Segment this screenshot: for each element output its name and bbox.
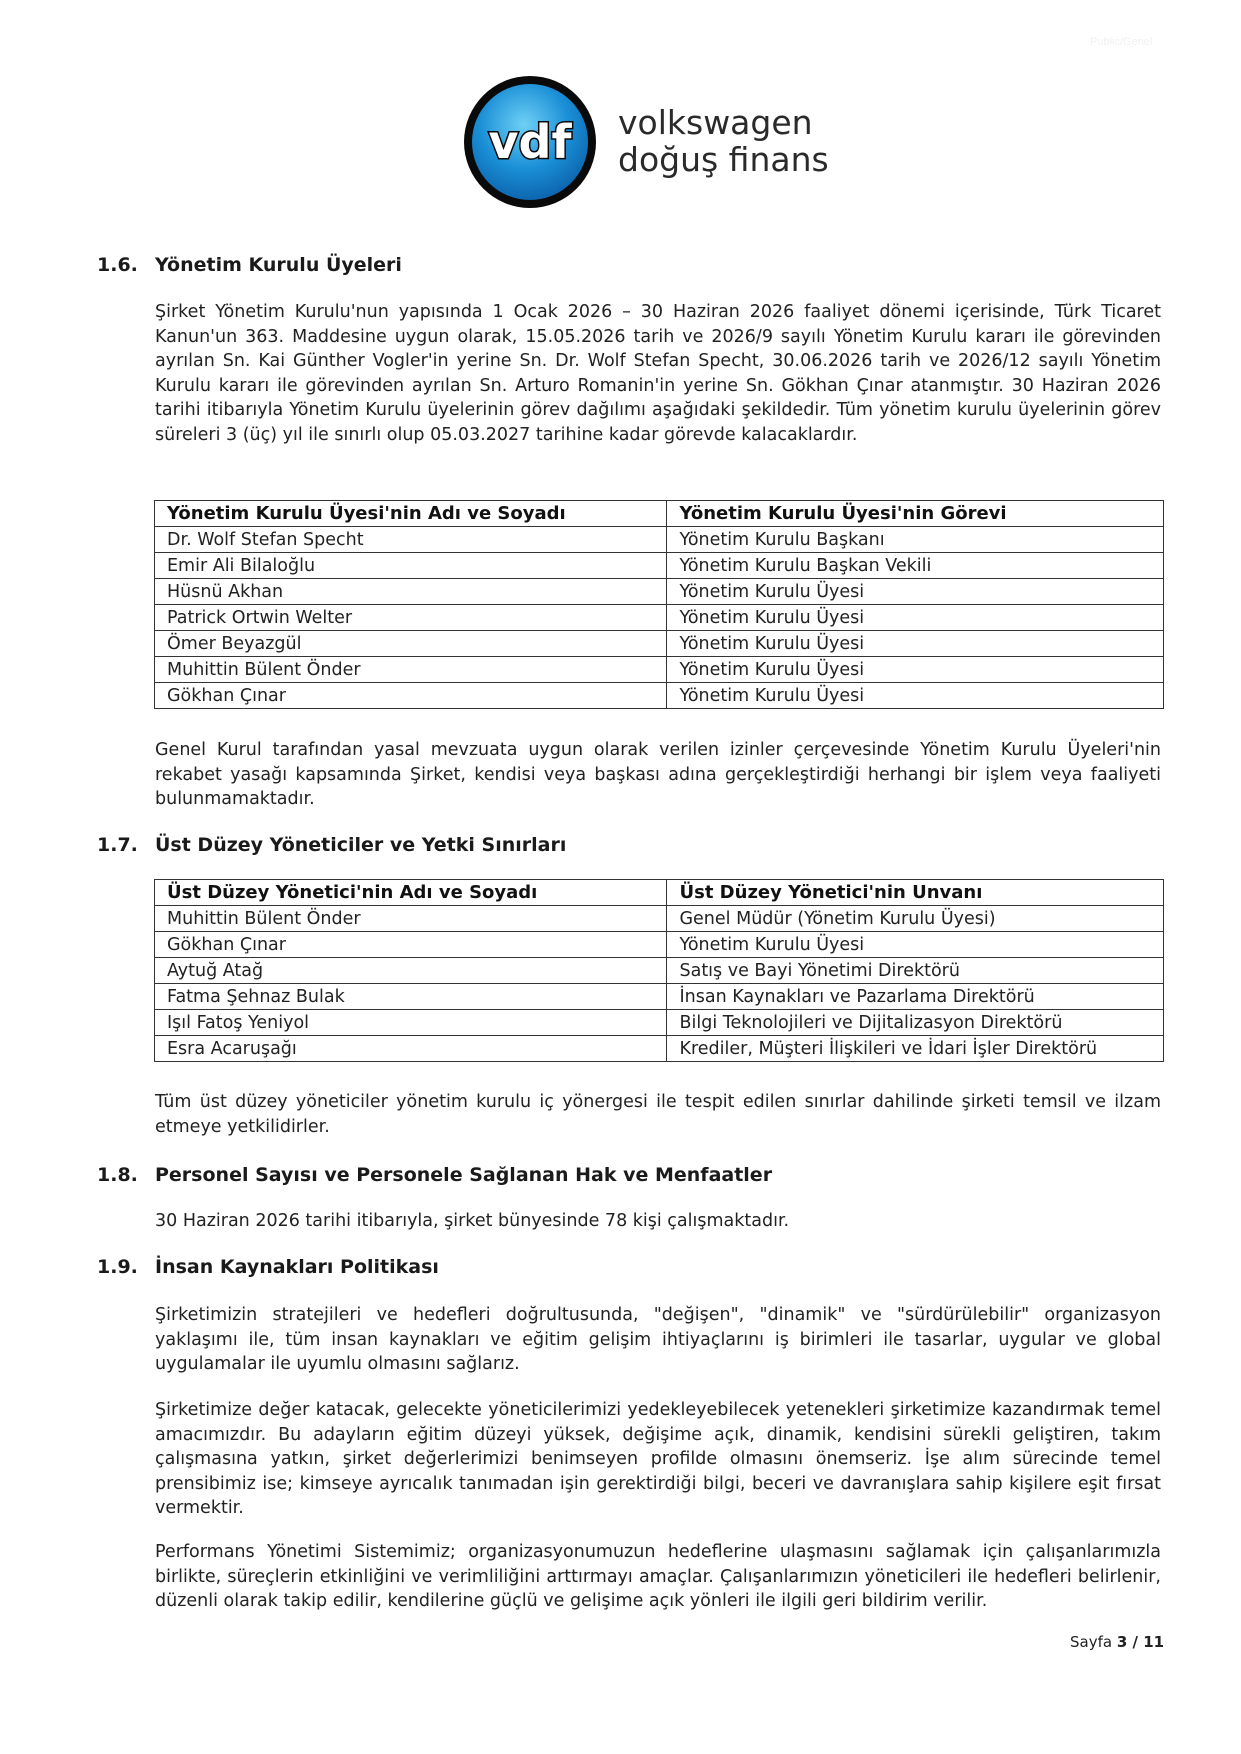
role-cell: Yönetim Kurulu Üyesi (667, 605, 1164, 631)
board-member-row (155, 657, 1164, 683)
role-cell: Yönetim Kurulu Üyesi (667, 631, 1164, 657)
name-cell: Muhittin Bülent Önder (155, 657, 667, 683)
role-cell: Krediler, Müşteri İlişkileri ve İdari İşler Direktörü (667, 1036, 1164, 1062)
board-member-row (155, 527, 1164, 553)
executive-row (155, 1036, 1164, 1062)
page-label: Sayfa (1070, 1633, 1113, 1651)
svg-text:vdf: vdf (488, 115, 572, 169)
personnel-count-paragraph: 30 Haziran 2026 tarihi itibarıyla, şirket bünyesinde 78 kişi çalışmaktadır. (155, 1211, 790, 1231)
board-member-row (155, 683, 1164, 709)
section-heading-1-6 (97, 254, 402, 276)
board-member-row (155, 631, 1164, 657)
company-logo (462, 74, 842, 214)
role-cell: Yönetim Kurulu Üyesi (667, 579, 1164, 605)
name-cell: Gökhan Çınar (155, 932, 667, 958)
board-competition-paragraph: Genel Kurul tarafından yasal mevzuata uygun olarak verilen izinler çerçevesinde Yönetim Kurulu Üyeleri'nin rekabet yasağı kapsamında Şirket, kendisi veya başkası adına gerçekleştirdiği herhangi bir işlem veya faaliyeti bulunmamaktadır. (155, 740, 1161, 809)
role-cell: Yönetim Kurulu Üyesi (667, 932, 1164, 958)
hr-policy-paragraph-3: Performans Yönetimi Sistemimiz; organizasyonumuzun hedeflerine ulaşmasını sağlamak için çalışanlarımızla birlikte, süreçlerin etkinliğini ve verimliliğini arttırmayı amaçlar. Çalışanlarımızın yöneticileri ile hedefleri belirlenir, düzenli olarak takip edilir, kendilerine güçlü ve gelişime açık yönleri ile ilgili geri bildirim verilir. (155, 1542, 1161, 1611)
page-number (1070, 1633, 1164, 1651)
table-header-row (155, 880, 1164, 906)
board-intro-paragraph: Şirket Yönetim Kurulu'nun yapısında 1 Ocak 2026 – 30 Haziran 2026 faaliyet dönemi içerisinde, Türk Ticaret Kanun'un 363. Maddesine uygun olarak, 15.05.2026 tarih ve 2026/9 sayılı Yönetim Kurulu kararı ile görevinden ayrılan Sn. Kai Günther Vogler'in yerine Sn. Dr. Wolf Stefan Specht, 30.06.2026 tarih ve 2026/12 sayılı Yönetim Kurulu kararı ile görevinden ayrılan Sn. Arturo Romanin'in yerine Sn. Gökhan Çınar atanmıştır. 30 Haziran 2026 tarihi itibarıyla Yönetim Kurulu üyelerinin görev dağılımı aşağıdaki şekildedir. Tüm yönetim kurulu üyelerinin görev süreleri 3 (üç) yıl ile sınırlı olup 05.03.2027 tarihine kadar görevde kalacaklardır. (155, 302, 1161, 445)
name-cell: Ömer Beyazgül (155, 631, 667, 657)
vdf-logo-icon (462, 74, 598, 210)
name-cell: Dr. Wolf Stefan Specht (155, 527, 667, 553)
role-cell: Yönetim Kurulu Başkan Vekili (667, 553, 1164, 579)
name-cell: Hüsnü Akhan (155, 579, 667, 605)
executives-table (154, 879, 1164, 1062)
section-number: 1.7. (97, 834, 138, 856)
executive-row (155, 1010, 1164, 1036)
role-cell: Bilgi Teknolojileri ve Dijitalizasyon Direktörü (667, 1010, 1164, 1036)
name-cell: Gökhan Çınar (155, 683, 667, 709)
name-cell: Patrick Ortwin Welter (155, 605, 667, 631)
section-heading-1-7 (97, 834, 566, 856)
section-title: İnsan Kaynakları Politikası (155, 1256, 439, 1278)
board-member-row (155, 605, 1164, 631)
hr-policy-paragraph-1: Şirketimizin stratejileri ve hedefleri doğrultusunda, "değişen", "dinamik" ve "sürdürülebilir" organizasyon yaklaşımı ile, tüm insan kaynakları ve eğitim gelişim ihtiyaçlarını iş birimleri ile tasarlar, uygular ve global uygulamalar ile uyumlu olmasını sağlarız. (155, 1305, 1161, 1374)
role-cell: Yönetim Kurulu Üyesi (667, 683, 1164, 709)
role-cell: İnsan Kaynakları ve Pazarlama Direktörü (667, 984, 1164, 1010)
section-title: Personel Sayısı ve Personele Sağlanan Hak ve Menfaatler (155, 1164, 773, 1186)
name-cell: Esra Acaruşağı (155, 1036, 667, 1062)
column-header: Üst Düzey Yönetici'nin Adı ve Soyadı (155, 880, 667, 906)
section-number: 1.9. (97, 1256, 138, 1278)
logo-line-2: doğuş finans (618, 140, 829, 179)
column-header: Yönetim Kurulu Üyesi'nin Adı ve Soyadı (155, 501, 667, 527)
role-cell: Yönetim Kurulu Başkanı (667, 527, 1164, 553)
executives-authority-paragraph: Tüm üst düzey yöneticiler yönetim kurulu iç yönergesi ile tespit edilen sınırlar dahilinde şirketi temsil ve ilzam etmeye yetkilidirler. (155, 1092, 1161, 1137)
section-heading-1-8 (97, 1164, 772, 1186)
executive-row (155, 906, 1164, 932)
board-member-row (155, 579, 1164, 605)
executive-row (155, 932, 1164, 958)
column-header: Üst Düzey Yönetici'nin Unvanı (667, 880, 1164, 906)
classification-label: Public/Genel (1090, 36, 1153, 48)
executive-row (155, 984, 1164, 1010)
page-value: 3 / 11 (1116, 1633, 1165, 1651)
role-cell: Yönetim Kurulu Üyesi (667, 657, 1164, 683)
name-cell: Emir Ali Bilaloğlu (155, 553, 667, 579)
board-member-row (155, 553, 1164, 579)
section-number: 1.8. (97, 1164, 138, 1186)
name-cell: Muhittin Bülent Önder (155, 906, 667, 932)
section-title: Yönetim Kurulu Üyeleri (155, 254, 402, 276)
section-title: Üst Düzey Yöneticiler ve Yetki Sınırları (155, 834, 567, 856)
executive-row (155, 958, 1164, 984)
name-cell: Işıl Fatoş Yeniyol (155, 1010, 667, 1036)
table-header-row (155, 501, 1164, 527)
role-cell: Genel Müdür (Yönetim Kurulu Üyesi) (667, 906, 1164, 932)
name-cell: Fatma Şehnaz Bulak (155, 984, 667, 1010)
logo-wordmark (618, 104, 829, 178)
section-heading-1-9 (97, 1256, 439, 1278)
logo-line-1: volkswagen (618, 103, 813, 142)
name-cell: Aytuğ Atağ (155, 958, 667, 984)
hr-policy-paragraph-2: Şirketimize değer katacak, gelecekte yöneticilerimizi yedekleyebilecek yetenekleri şirketimize kazandırmak temel amacımızdır. Bu adayların eğitim düzeyi yüksek, değişime açık, dinamik, kendisini sürekli geliştiren, takım çalışmasına yatkın, şirket değerlerimizi benimseyen profilde olmasını önemseriz. İşe alım sürecinde temel prensibimiz ise; kimseye ayrıcalık tanımadan işin gerektirdiği bilgi, beceri ve davranışlara sahip kişilere eşit fırsat vermektir. (155, 1400, 1161, 1518)
section-number: 1.6. (97, 254, 138, 276)
board-members-table (154, 500, 1164, 709)
column-header: Yönetim Kurulu Üyesi'nin Görevi (667, 501, 1164, 527)
role-cell: Satış ve Bayi Yönetimi Direktörü (667, 958, 1164, 984)
